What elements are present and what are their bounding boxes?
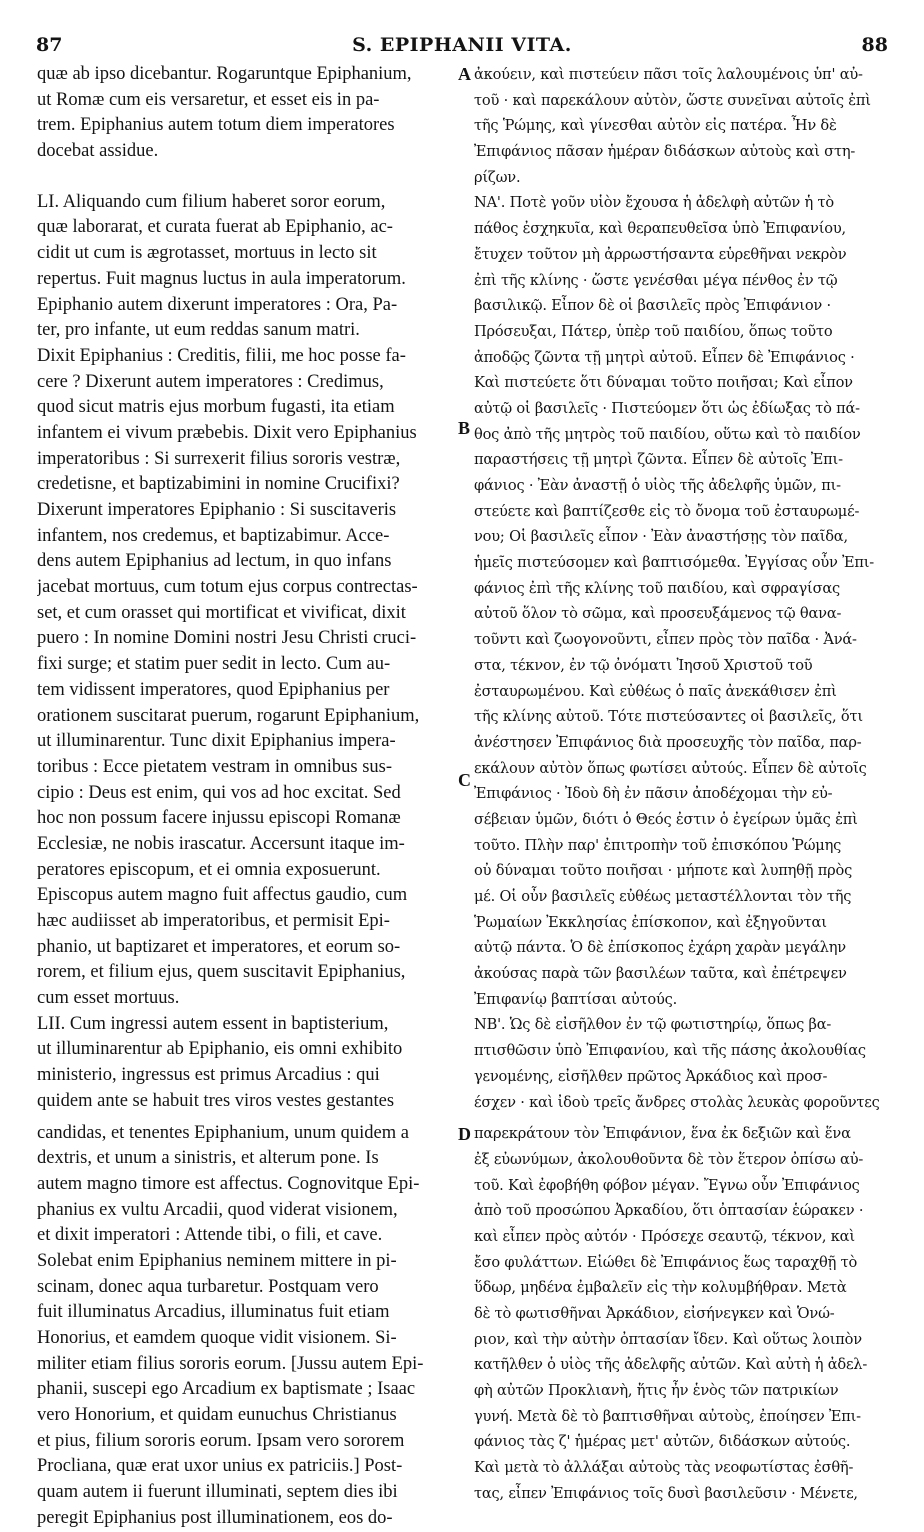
latin-line: et dixit imperatori : Attende tibi, o fili, et cave.: [37, 1225, 383, 1246]
greek-line: μέ. Οἱ οὖν βασιλεῖς εὐθέως μεταστέλλονται τὸν τῆς: [474, 888, 852, 905]
greek-line: παρεκράτουν τὸν Ἐπιφάνιον, ἕνα ἐκ δεξιῶν καὶ ἕνα: [474, 1125, 851, 1143]
latin-line: ministerio, ingressus est primus Arcadius : qui: [37, 1065, 380, 1086]
greek-line: ἀποδῷς ζῶντα τῇ μητρὶ αὐτοῦ. Εἶπεν δὲ Ἐπιφάνιος ·: [474, 348, 855, 366]
latin-line: Dixerunt imperatores Epiphanio : Si suscitaveris: [37, 500, 397, 520]
latin-line: fuit illuminatus Arcadius, illuminatus fuit etiam: [37, 1302, 390, 1323]
greek-line: ἀκούειν, καὶ πιστεύειν πᾶσι τοῖς λαλουμένοις ὑπ' αὐ-: [474, 66, 863, 83]
latin-line: Epiphanio autem dixerunt imperatores : Ora, Pa-: [37, 294, 398, 315]
greek-line: ὕδωρ, μηδένα ἐμβαλεῖν εἰς τὴν κολυμβήθραν. Μετὰ: [474, 1279, 847, 1297]
greek-line: Καὶ μετὰ τὸ ἀλλάξαι αὐτοὺς τὰς νεοφωτίστας ἐσθῆ-: [474, 1459, 854, 1477]
greek-line: αὐτῷ πάντα. Ὁ δὲ ἐπίσκοπος ἐχάρη χαρὰν μεγάλην: [474, 939, 846, 957]
latin-line: militer etiam filius sororis eorum. [Jussu autem Epi-: [37, 1353, 424, 1374]
margin-letter-c: C: [458, 770, 471, 790]
greek-line: στεύετε καὶ βαπτίζεσθε εἰς τὸ ὄνομα τοῦ ἐσταυρωμέ-: [474, 502, 860, 520]
latin-line: quam autem ii fuerunt illuminati, septem dies ibi: [37, 1482, 398, 1503]
greek-line: πάθος ἐσχηκυῖα, καὶ θεραπευθεῖσα ὑπὸ Ἐπιφανίου,: [474, 220, 846, 238]
greek-line: ριον, καὶ τὴν αὐτὴν ὀπτασίαν ἴδεν. Καὶ οὕτως λοιπὸν: [474, 1330, 862, 1348]
greek-line: ἐσταυρωμένου. Καὶ εὐθέως ὁ παῖς ἀνεκάθισεν ἐπὶ: [474, 682, 837, 700]
latin-line: cipio : Deus est enim, qui vos ad hoc excitat. Sed: [37, 782, 401, 803]
greek-line: φάνιος τὰς ζ' ἡμέρας μετ' αὐτῶν, διδάσκων αὐτούς.: [474, 1433, 851, 1451]
latin-line: docebat assidue.: [37, 141, 159, 162]
latin-line: Ecclesiæ, ne nobis irascatur. Accersunt itaque im-: [37, 833, 405, 854]
margin-letter-d: D: [458, 1124, 471, 1144]
latin-line: repertus. Fuit magnus luctus in aula imperatorum.: [37, 268, 406, 289]
latin-line: cum esset mortuus.: [37, 988, 180, 1009]
running-header: [36, 34, 888, 60]
latin-line: ut illuminarentur ab Epiphanio, eis omni exhibito: [37, 1039, 403, 1060]
greek-line: ΝΑ'. Ποτὲ γοῦν υἱὸν ἔχουσα ἡ ἀδελφὴ αὐτῶν ἡ τὸ: [474, 194, 834, 212]
latin-line: phanii, suscepi ego Arcadium ex baptismate ; Isaac: [37, 1379, 416, 1400]
latin-line: set, et cum orasset qui mortificat et vivificat, dixit: [37, 602, 406, 623]
latin-line: Episcopus autem magno fuit affectus gaudio, cum: [37, 885, 408, 906]
latin-line: quidem ante se habuit tres viros vestes gestantes: [37, 1090, 395, 1111]
greek-line: ἔσο φυλάττων. Εἰώθει δὲ Ἐπιφάνιος ἕως ταραχθῇ τὸ: [474, 1253, 858, 1271]
greek-line: ἐπὶ τῆς κλίνης · ὥστε γενέσθαι μέγα πένθος ἐν τῷ: [474, 271, 838, 289]
latin-line: LII. Cum ingressi autem essent in baptisterium,: [37, 1013, 389, 1034]
greek-line: τῆς κλίνης αὐτοῦ. Τότε πιστεύσαντες οἱ βασιλεῖς, ὅτι: [474, 708, 863, 726]
latin-line: Procliana, quæ erat uxor unius ex patriciis.] Post-: [37, 1456, 403, 1477]
latin-line: Solebat enim Epiphanius neminem mittere in pi-: [37, 1250, 397, 1271]
latin-line: et pius, filium sororis eorum. Ipsam vero sororem: [37, 1430, 405, 1451]
latin-line: tem vidissent imperatores, quod Epiphanius per: [37, 679, 390, 700]
greek-line: ρίζων.: [474, 168, 521, 186]
paragraph-gap: [37, 165, 457, 190]
latin-line: LI. Aliquando cum filium haberet soror eorum,: [37, 191, 386, 212]
greek-line: φάνιος ἐπὶ τῆς κλίνης τοῦ παιδίου, καὶ σφραγίσας: [474, 579, 840, 597]
greek-line: τοῦ · καὶ παρεκάλουν αὐτὸν, ὥστε συνεῖναι αὐτοῖς ἐπὶ: [474, 91, 871, 109]
latin-line: orationem suscitarat puerum, rogarunt Epiphanium,: [37, 705, 420, 726]
greek-line: έσχεν · καὶ ἰδοὺ τρεῖς ἄνδρες στολὰς λευκὰς φοροῦντες: [474, 1093, 880, 1111]
latin-line: vero Honorium, et quidam eunuchus Christianus: [37, 1405, 397, 1426]
greek-line: αὐτῷ οἱ βασιλεῖς · Πιστεύομεν ὅτι ὡς ἐδίωξας τὸ πά-: [474, 399, 860, 417]
greek-line: γυνή. Μετὰ δὲ τὸ βαπτισθῆναι αὐτοὺς, ἐποίησεν Ἐπι-: [474, 1407, 861, 1425]
greek-line: τῆς Ῥώμης, καὶ γίνεσθαι αὐτὸν εἰς πατέρα. Ἦν δὲ: [474, 117, 837, 135]
latin-line: Dixit Epiphanius : Creditis, filii, me hoc posse fa-: [37, 345, 406, 366]
latin-line: scinam, donec aqua turbaretur. Postquam vero: [37, 1276, 379, 1297]
latin-line: candidas, et tenentes Epiphanium, unum quidem a: [37, 1122, 409, 1143]
greek-line: ἀνέστησεν Ἐπιφάνιος διὰ προσευχῆς τὸν παῖδα, παρ-: [474, 733, 862, 751]
greek-line: βασιλικῷ. Εἶπον δὲ οἱ βασιλεῖς πρὸς Ἐπιφάνιον ·: [474, 297, 831, 315]
latin-line: quæ ab ipso dicebantur. Rogaruntque Epiphanium,: [37, 64, 412, 84]
latin-line: credetisne, et baptizabimini in nomine Crucifixi?: [37, 474, 400, 495]
greek-line: πτισθῶσιν ὑπὸ Ἐπιφανίου, καὶ τῆς πάσης ἀκολουθίας: [474, 1042, 866, 1060]
greek-line: Καὶ πιστεύετε ὅτι δύναμαι τοῦτο ποιῆσαι; Καὶ εἶπον: [474, 374, 853, 392]
greek-line: ἡμεῖς πιστεύσομεν καὶ βαπτισόμεθα. Ἐγγίσας οὖν Ἐπι-: [474, 554, 875, 572]
greek-line: θος ἀπὸ τῆς μητρὸς τοῦ παιδίου, οὕτω καὶ τὸ παιδίον: [474, 425, 861, 443]
greek-line: Πρόσευξαι, Πάτερ, ὑπὲρ τοῦ παιδίου, ὅπως τοῦτο: [474, 322, 833, 340]
page-number-right: 88: [861, 34, 888, 56]
latin-line: peratores episcopum, et ei omnia exposuerunt.: [37, 859, 381, 880]
greek-line: ἀπὸ τοῦ προσώπου Ἀρκαδίου, ὅτι ὀπτασίαν ἑώρακεν ·: [474, 1202, 864, 1220]
greek-line: Ῥωμαίων Ἐκκλησίας ἐπίσκοπον, καὶ ἐξηγοῦνται: [474, 913, 827, 931]
greek-line: οὐ δύναμαι τοῦτο ποιῆσαι · μήποτε καὶ λυπηθῇ πρὸς: [474, 862, 853, 880]
greek-line: φάνιος · Ἐὰν ἀναστῇ ὁ υἱὸς τῆς ἀδελφῆς ὑμῶν, πι-: [474, 477, 841, 494]
latin-line: phanio, ut baptizaret et imperatores, et eorum so-: [37, 936, 401, 957]
greek-line: σέβειαν ὑμῶν, διότι ὁ Θεός ἐστιν ὁ ἐγείρων ὑμᾶς ἐπὶ: [474, 810, 858, 828]
latin-line: dens autem Epiphanius ad lectum, in quo infans: [37, 551, 392, 572]
greek-line: τοῦτο. Πλὴν παρ' ἐπιτροπὴν τοῦ ἐπισκόπου Ῥώμης: [474, 836, 842, 854]
latin-line: Honorius, et eamdem quoque vidit visionem. Si-: [37, 1328, 397, 1348]
greek-line: ΝΒ'. Ὡς δὲ εἰσῆλθον ἐν τῷ φωτιστηρίῳ, ὅπως βα-: [474, 1016, 832, 1034]
latin-line: infantem, nos credemus, et baptizabimur. Acce-: [37, 525, 390, 546]
latin-line: imperatoribus : Si surrexerit filius sororis vestræ,: [37, 448, 401, 469]
latin-line: hoc non possum facere injussu episcopi Romanæ: [37, 808, 401, 829]
greek-line: ἀκούσας παρὰ τῶν βασιλέων ταῦτα, καὶ ἐπέτρεψεν: [474, 965, 847, 983]
greek-line: δὲ τὸ φωτισθῆναι Ἀρκάδιον, εἰσήνεγκεν καὶ Ὁνώ-: [474, 1305, 835, 1322]
greek-column: [474, 62, 892, 1507]
margin-letter-b: B: [458, 418, 471, 438]
latin-line: fixi surge; et statim puer sedit in lecto. Cum au-: [37, 654, 391, 675]
latin-line: ut Romæ cum eis versaretur, et esset eis in pa-: [37, 89, 380, 110]
latin-column: [37, 62, 457, 1532]
latin-line: infantem ei vivum præbebis. Dixit vero Epiphanius: [37, 422, 417, 443]
greek-line: Ἐπιφάνιος · Ἰδοὺ δὴ ἐν πᾶσιν ἀποδέχομαι τὴν εὐ-: [474, 785, 833, 803]
greek-line: ἔτυχεν τοῦτον μὴ ἀρρωστήσαντα εὑρεθῆναι νεκρὸν: [474, 245, 847, 263]
greek-line: κατῆλθεν ὁ υἱὸς τῆς ἀδελφῆς αὐτῶν. Καὶ αὐτὴ ἡ ἀδελ-: [474, 1356, 868, 1374]
latin-line: hæc audiisset ab imperatoribus, et permisit Epi-: [37, 911, 390, 931]
latin-line: quæ laborarat, et curata fuerat ab Epiphanio, ac-: [37, 217, 393, 238]
latin-line: autem magno timore est affectus. Cognovitque Epi-: [37, 1173, 420, 1194]
latin-line: jacebat mortuus, cum totum ejus corpus contrectas-: [37, 577, 418, 598]
greek-line: παραστήσεις τῇ μητρὶ ζῶντα. Εἶπεν δὲ αὐτοῖς Ἐπι-: [474, 451, 843, 469]
greek-line: Ἐπιφανίῳ βαπτίσαι αὐτούς.: [474, 990, 678, 1008]
latin-line: rorem, et filium ejus, quem suscitavit Epiphanius,: [37, 962, 406, 983]
header-title: S. EPIPHANII VITA.: [352, 34, 572, 56]
latin-line: trem. Epiphanius autem totum diem imperatores: [37, 115, 395, 136]
greek-line: στα, τέκνον, ἐν τῷ ὀνόματι Ἰησοῦ Χριστοῦ τοῦ: [474, 656, 813, 674]
greek-line: εκάλουν αὐτὸν ὅπως φωτίσει αὐτούς. Εἶπεν δὲ αὐτοῖς: [474, 759, 867, 777]
greek-line: τοῦ. Καὶ ἐφοβήθη φόβον μέγαν. Ἔγνω οὖν Ἐπιφάνιος: [474, 1176, 860, 1194]
greek-line: καὶ εἶπεν πρὸς αὐτόν · Πρόσεχε σεαυτῷ, τέκνον, καὶ: [474, 1227, 855, 1245]
greek-line: τας, εἶπεν Ἐπιφάνιος τοῖς δυσὶ βασιλεῦσιν · Μένετε,: [474, 1484, 858, 1502]
margin-letter-a: A: [458, 64, 471, 84]
page-number-left: 87: [36, 34, 63, 56]
latin-line: dextris, et unum a sinistris, et alterum pone. Is: [37, 1148, 379, 1169]
latin-line: peregit Epiphanius post illuminationem, eos do-: [37, 1507, 393, 1528]
latin-line: quod sicut matris ejus morbum fugasti, ita etiam: [37, 397, 395, 418]
latin-line: cidit ut cum is ægrotasset, mortuus in lecto sit: [37, 243, 377, 264]
greek-line: ἐξ εὐωνύμων, ἀκολουθοῦντα δὲ τὸν ἕτερον ὀπίσω αὐ-: [474, 1150, 864, 1168]
greek-line: αὐτοῦ ὅλον τὸ σῶμα, καὶ προσευξάμενος τῷ θανα-: [474, 605, 842, 623]
latin-line: toribus : Ecce pietatem vestram in omnibus sus-: [37, 756, 393, 777]
latin-line: ter, pro infante, ut eum reddas sanum matri.: [37, 320, 360, 341]
latin-line: phanius ex vultu Arcadii, quod viderat visionem,: [37, 1199, 398, 1220]
greek-line: νου; Οἱ βασιλεῖς εἶπον · Ἐὰν ἀναστήσῃς τὸν παῖδα,: [474, 528, 848, 546]
latin-line: puero : In nomine Domini nostri Jesu Christi cruci-: [37, 628, 417, 649]
latin-line: ut illuminarentur. Tunc dixit Epiphanius impera-: [37, 731, 396, 752]
latin-line: cere ? Dixerunt autem imperatores : Credimus,: [37, 371, 384, 392]
greek-line: φὴ αὐτῶν Προκλιανὴ, ἥτις ἦν ἑνὸς τῶν πατρικίων: [474, 1382, 839, 1400]
greek-line: γενομένης, εἰσῆλθεν πρῶτος Ἀρκάδιος καὶ προσ-: [474, 1067, 828, 1085]
greek-line: Ἐπιφάνιος πᾶσαν ἡμέραν διδάσκων αὐτοὺς καὶ στη-: [474, 143, 856, 161]
greek-line: τοῦντι καὶ ζωογονοῦντι, εἶπεν πρὸς τὸν παῖδα · Ἀνά-: [474, 631, 857, 649]
